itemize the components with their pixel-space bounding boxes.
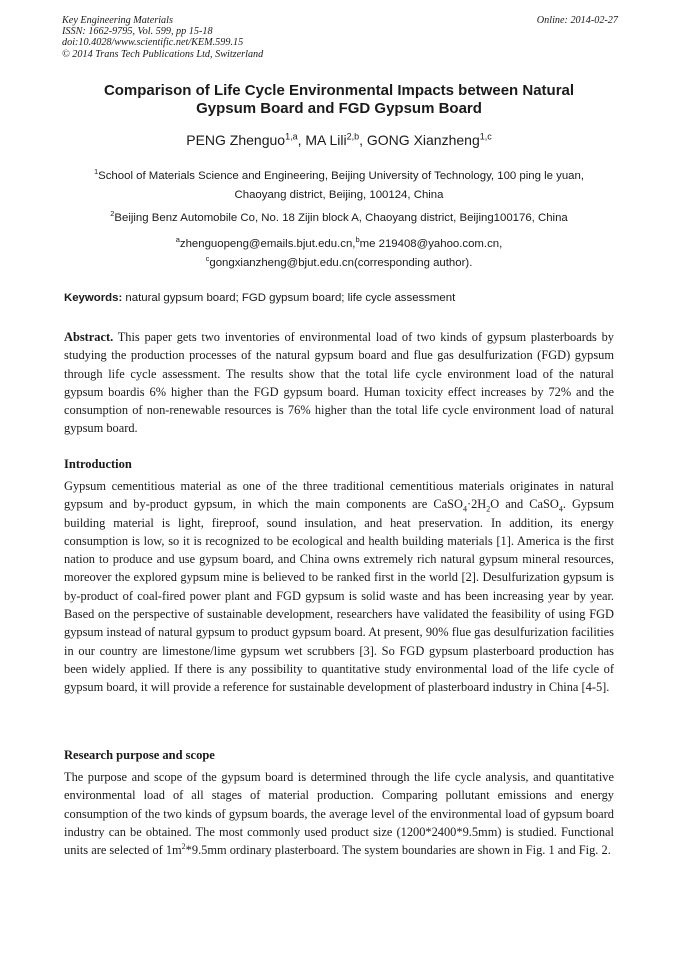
email-marker: a (175, 235, 180, 245)
affiliation-marker: 1 (93, 167, 99, 177)
abstract-text: This paper gets two inventories of environmental load of two kinds of gypsum plasterboards by studying the production processes of the natural gypsum board and flue gas desulfurization (FGD) gypsum through life cycle assessment. The results show that the total life cycle environment load of the natural gypsum boardis 6% higher than the FGD gypsum board. Human toxicity effect increases by 72% and the consumption of non-renewable resources is 76% higher than the total life cycle environment load of natural gypsum board. (64, 330, 614, 436)
paper-title (64, 82, 614, 118)
email-address: me 219408@yahoo.com.cn, (359, 238, 503, 250)
title-line-1: Comparison of Life Cycle Environmental Impacts between Natural (103, 82, 575, 99)
affiliation-1 (64, 167, 614, 204)
author-superscript: 1,a (285, 131, 298, 142)
affiliation-2 (64, 209, 614, 228)
paragraph-text: Gypsum cementitious material as one of the three traditional cementitious materials originates in natural gypsum and by-product gypsum, in which the main components are CaSO (64, 479, 614, 512)
abstract (64, 328, 614, 438)
research-paragraph (64, 768, 614, 859)
author-superscript: 2,b (346, 131, 360, 142)
affiliation-text: Chaoyang district, Beijing, 100124, China (234, 188, 444, 201)
affiliation-text: School of Materials Science and Engineering, Beijing University of Technology, 100 ping le yuan, (98, 170, 585, 182)
author-emails (64, 235, 614, 272)
subscript: 4 (462, 504, 467, 514)
email-address: gongxianzheng@bjut.edu.cn(corresponding author). (209, 256, 473, 269)
author-name: PENG Zhenguo (186, 132, 286, 148)
paragraph-text: . Gypsum building material is light, fireproof, sound insulation, and heat preservation. In addition, its energy consumption is low, so it is recognized to be ecological and health building materials [1]. America is the first nation to produce and use gypsum board, and China owns extremely rich natural gypsum mineral resources, moreover the explored gypsum mine is believed to be ranked first in the world [2]. Desulfurization gypsum is by-product of coal-fired power plant and FGD gypsum is solid waste and has been increasing year by year. Based on the perspective of sustainable development, researchers have validated the feasibility of using FGD gypsum instead of natural gypsum to product gypsum board. At present, 90% flue gas desulfurization facilities in our country are limestone/lime gypsum wet scrubbers [3]. So FGD gypsum plasterboard production has been widely applied. If there is any possibility to quantitative study environmental load of the life cycle of gypsum board, it will provide a reference for sustainable development of plasterboard industry in China [4-5]. (64, 497, 614, 695)
introduction-paragraph (64, 477, 614, 697)
issn-volume: ISSN: 1662-9795, Vol. 599, pp 15-18 (62, 26, 213, 38)
keywords-text: natural gypsum board; FGD gypsum board; life cycle assessment (125, 292, 456, 304)
section-heading-research-purpose: Research purpose and scope (64, 748, 215, 762)
keywords-label: Keywords: (64, 292, 123, 304)
section-heading-introduction: Introduction (64, 457, 132, 471)
subscript: 2 (486, 504, 491, 514)
superscript: 2 (181, 842, 186, 852)
author-name: MA Lili (305, 132, 347, 148)
journal-name: Key Engineering Materials (62, 15, 173, 26)
email-marker: b (355, 235, 360, 245)
author-superscript: 1,c (479, 131, 492, 142)
subscript: 4 (558, 504, 563, 514)
paragraph-text: The purpose and scope of the gypsum board is determined through the life cycle analysis, and quantitative environmental load of all stages of material production. Comparing pollutant emissions and energy consumption of the two kinds of gypsum boards, the average level of the environmental load of gypsum board industry can be obtained. The most commonly used product size (1200*2400*9.5mm) is studied. Functional units are selected of 1m (64, 770, 614, 858)
author-name: GONG Xianzheng (366, 132, 480, 148)
keywords (64, 290, 620, 306)
title-line-2: Gypsum Board and FGD Gypsum Board (196, 100, 482, 117)
paragraph-text: *9.5mm ordinary plasterboard. The system boundaries are shown in Fig. 1 and Fig. 2. (185, 843, 611, 858)
publication-header (62, 15, 618, 60)
abstract-label: Abstract. (64, 330, 114, 344)
doi: doi:10.4028/www.scientific.net/KEM.599.15 (62, 37, 244, 49)
affiliation-marker: 2 (110, 209, 115, 219)
formula-text: O and CaSO (490, 497, 559, 512)
formula-text: ·2H (466, 497, 487, 512)
copyright: © 2014 Trans Tech Publications Ltd, Switzerland (62, 48, 264, 60)
email-address: zhenguopeng@emails.bjut.edu.cn, (179, 238, 356, 250)
email-marker: c (205, 253, 210, 263)
author-list: PENG Zhenguo$^{1,a}$, MA Lili$^{2,b}$, GONG Xianzheng$^{1,c}$ (186, 131, 492, 148)
online-date: Online: 2014-02-27 (536, 15, 618, 26)
affiliation-text: Beijing Benz Automobile Co, No. 18 Zijin block A, Chaoyang district, Beijing100176, China (114, 212, 568, 224)
